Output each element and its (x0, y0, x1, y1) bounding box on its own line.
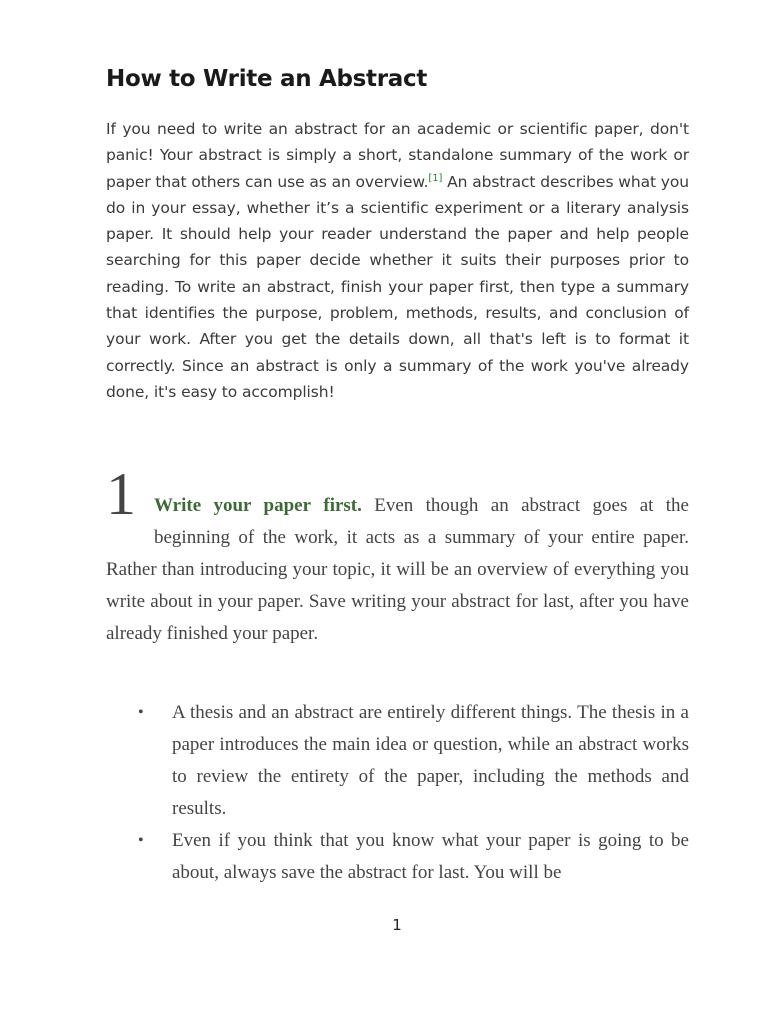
list-item (106, 697, 689, 825)
step-number: 1 (106, 461, 136, 527)
tips-list (106, 697, 689, 889)
step-heading: Write your paper (154, 495, 312, 516)
list-item-text: A thesis and an abstract are entirely different things. The thesis in a paper introduces the main idea or question, while an abstract works to review the entirety of the paper, including the methods and results. (172, 702, 689, 819)
step-heading-suffix: first. (323, 495, 362, 516)
step-text (106, 460, 689, 650)
list-item (106, 825, 689, 889)
bullet-icon: • (138, 832, 144, 849)
page-title: How to Write an Abstract (106, 66, 428, 92)
intro-text-part1: If you need to write an abstract for an academic or scientific paper, don't panic! Your abstract is simply a short, standalone summary of the work or paper that others can use as an overview. (106, 120, 689, 191)
step-1 (106, 460, 689, 650)
intro-text-part2: An abstract describes what you do in your essay, whether it’s a scientific experiment or a literary analysis paper. It should help your reader understand the paper and help people searching for this paper decide whether it suits their purposes prior to reading. To write an abstract, finish your paper first, then type a summary that identifies the purpose, problem, methods, results, and conclusion of your work. After you get the details down, all that's left is to format it correctly. Since an abstract is only a summary of the work you've already done, it's easy to accomplish! (106, 172, 689, 401)
intro-paragraph (106, 116, 689, 405)
bullet-icon: • (138, 704, 144, 721)
citation-reference-link[interactable]: [1] (428, 172, 443, 184)
list-item-text: Even if you think that you know what your paper is going to be about, always save the abstract for last. You will be (172, 830, 689, 883)
page-number: 1 (392, 916, 402, 934)
step-body: Even though an abstract goes at the beginning of the work, it acts as a summary of your entire paper. Rather than introducing your topic, it will be an overview of everything you write about in your paper. Save writing your abstract for last, after you have already finished your paper. (106, 495, 689, 644)
